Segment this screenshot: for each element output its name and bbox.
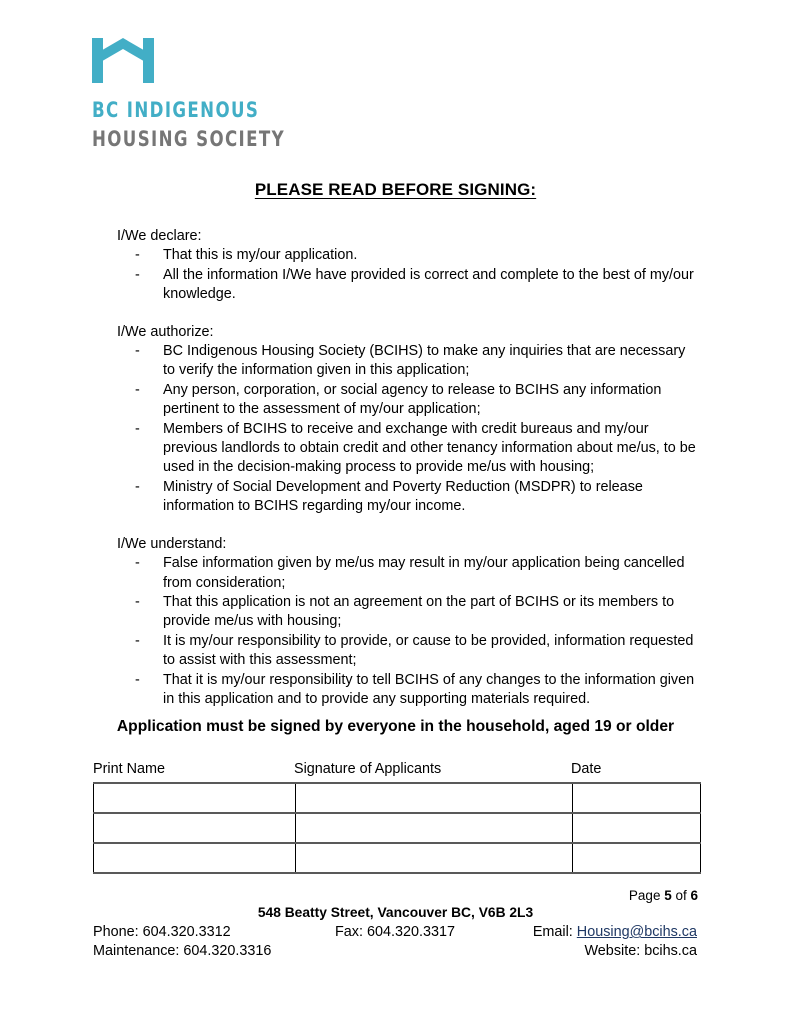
page-number (629, 888, 698, 903)
bcihs-house-h-logo-icon (92, 38, 154, 83)
section-list (117, 554, 701, 709)
dash-bullet-icon: - (135, 381, 140, 398)
date-cell[interactable] (573, 813, 701, 843)
dash-bullet-icon: - (135, 632, 140, 649)
dash-bullet-icon: - (135, 420, 140, 437)
page-number-current: 5 (664, 888, 672, 903)
list-item (117, 593, 701, 632)
signature-table-block (93, 760, 697, 874)
footer-maintenance: Maintenance: 604.320.3316 (93, 943, 272, 959)
signature-table-column-headers (93, 760, 697, 779)
section-lead: I/We declare: (117, 228, 202, 244)
column-header-date: Date (571, 761, 602, 777)
declaration-section-authorize (117, 323, 701, 517)
footer-email-label: Email: (532, 924, 577, 940)
list-item-text: Any person, corporation, or social agency to release to BCIHS any information pertinent to the assessment of my/our application; (163, 381, 662, 418)
list-item (117, 342, 701, 381)
section-list (117, 246, 701, 304)
dash-bullet-icon: - (135, 266, 140, 283)
declaration-section-declare (117, 227, 701, 305)
declaration-section-understand (117, 535, 701, 710)
table-row (94, 783, 701, 813)
page-number-prefix: Page (628, 888, 665, 903)
list-item-text: That it is my/our responsibility to tell BCIHS of any changes to the information given in this application and to provide any supporting materials required. (163, 671, 695, 707)
list-item-text: All the information I/We have provided is correct and complete to the best of my/our knowledge. (163, 266, 694, 303)
signature-cell[interactable] (296, 813, 573, 843)
list-item (117, 554, 701, 593)
declarations-body (117, 227, 701, 709)
section-lead: I/We understand: (117, 535, 227, 552)
list-item-text: That this application is not an agreement on the part of BCIHS or its members to provide me/us with housing; (163, 593, 675, 630)
list-item (117, 478, 701, 517)
column-header-signature: Signature of Applicants (294, 761, 442, 777)
section-list (117, 342, 701, 517)
page-number-total: 6 (690, 888, 698, 903)
footer-fax: Fax: 604.320.3317 (334, 924, 456, 940)
list-item-text: Ministry of Social Development and Poverty Reduction (MSDPR) to release information to BCIHS regarding my/our income. (163, 478, 643, 515)
logo-wordmark-line-1: BC INDIGENOUS (92, 98, 260, 123)
page-title-text: PLEASE READ BEFORE SIGNING: (254, 180, 537, 199)
list-item (117, 266, 701, 305)
list-item-text: It is my/our responsibility to provide, or cause to be provided, information requested to assist with this assessment; (163, 632, 694, 669)
column-header-print-name: Print Name (93, 761, 165, 777)
date-cell[interactable] (573, 783, 701, 813)
dash-bullet-icon: - (135, 593, 140, 610)
list-item-text: False information given by me/us may result in my/our application being cancelled from consideration; (163, 555, 685, 591)
dash-bullet-icon: - (135, 343, 140, 360)
print-name-cell[interactable] (94, 783, 296, 813)
list-item (117, 420, 701, 478)
page-title (0, 180, 791, 200)
footer-address: 548 Beatty Street, Vancouver BC, V6B 2L3 (257, 905, 534, 920)
table-row (94, 843, 701, 873)
footer-contact-row-1 (93, 924, 697, 943)
signature-table (93, 782, 701, 874)
footer-email-link[interactable]: Housing@bcihs.ca (576, 924, 697, 940)
list-item-text: BC Indigenous Housing Society (BCIHS) to make any inquiries that are necessary to verify the information given in this application; (163, 343, 686, 379)
footer-website: Website: bcihs.ca (584, 943, 697, 959)
organization-logo (92, 38, 412, 150)
signature-instruction-heading: Application must be signed by everyone in the household, aged 19 or older (116, 718, 675, 735)
footer-contact-row-2 (93, 943, 697, 962)
list-item (117, 381, 701, 420)
list-item-text: Members of BCIHS to receive and exchange with credit bureaus and my/our previous landlords to obtain credit and other tenancy information about me/us, to be used in the decision-making process to provide me/us with housing; (163, 420, 696, 476)
list-item (117, 632, 701, 671)
signature-cell[interactable] (296, 843, 573, 873)
section-lead: I/We authorize: (117, 323, 214, 340)
page-number-middle: of (671, 888, 691, 903)
dash-bullet-icon: - (135, 247, 140, 264)
print-name-cell[interactable] (94, 843, 296, 873)
list-item (117, 246, 701, 265)
dash-bullet-icon: - (135, 478, 140, 495)
print-name-cell[interactable] (94, 813, 296, 843)
footer-email (533, 924, 697, 940)
signature-cell[interactable] (296, 783, 573, 813)
table-row (94, 813, 701, 843)
logo-wordmark-line-2: HOUSING SOCIETY (92, 126, 286, 152)
date-cell[interactable] (573, 843, 701, 873)
dash-bullet-icon: - (135, 555, 140, 572)
dash-bullet-icon: - (135, 671, 140, 688)
footer-phone: Phone: 604.320.3312 (93, 924, 231, 940)
list-item (117, 671, 701, 710)
list-item-text: That this is my/our application. (163, 247, 358, 264)
